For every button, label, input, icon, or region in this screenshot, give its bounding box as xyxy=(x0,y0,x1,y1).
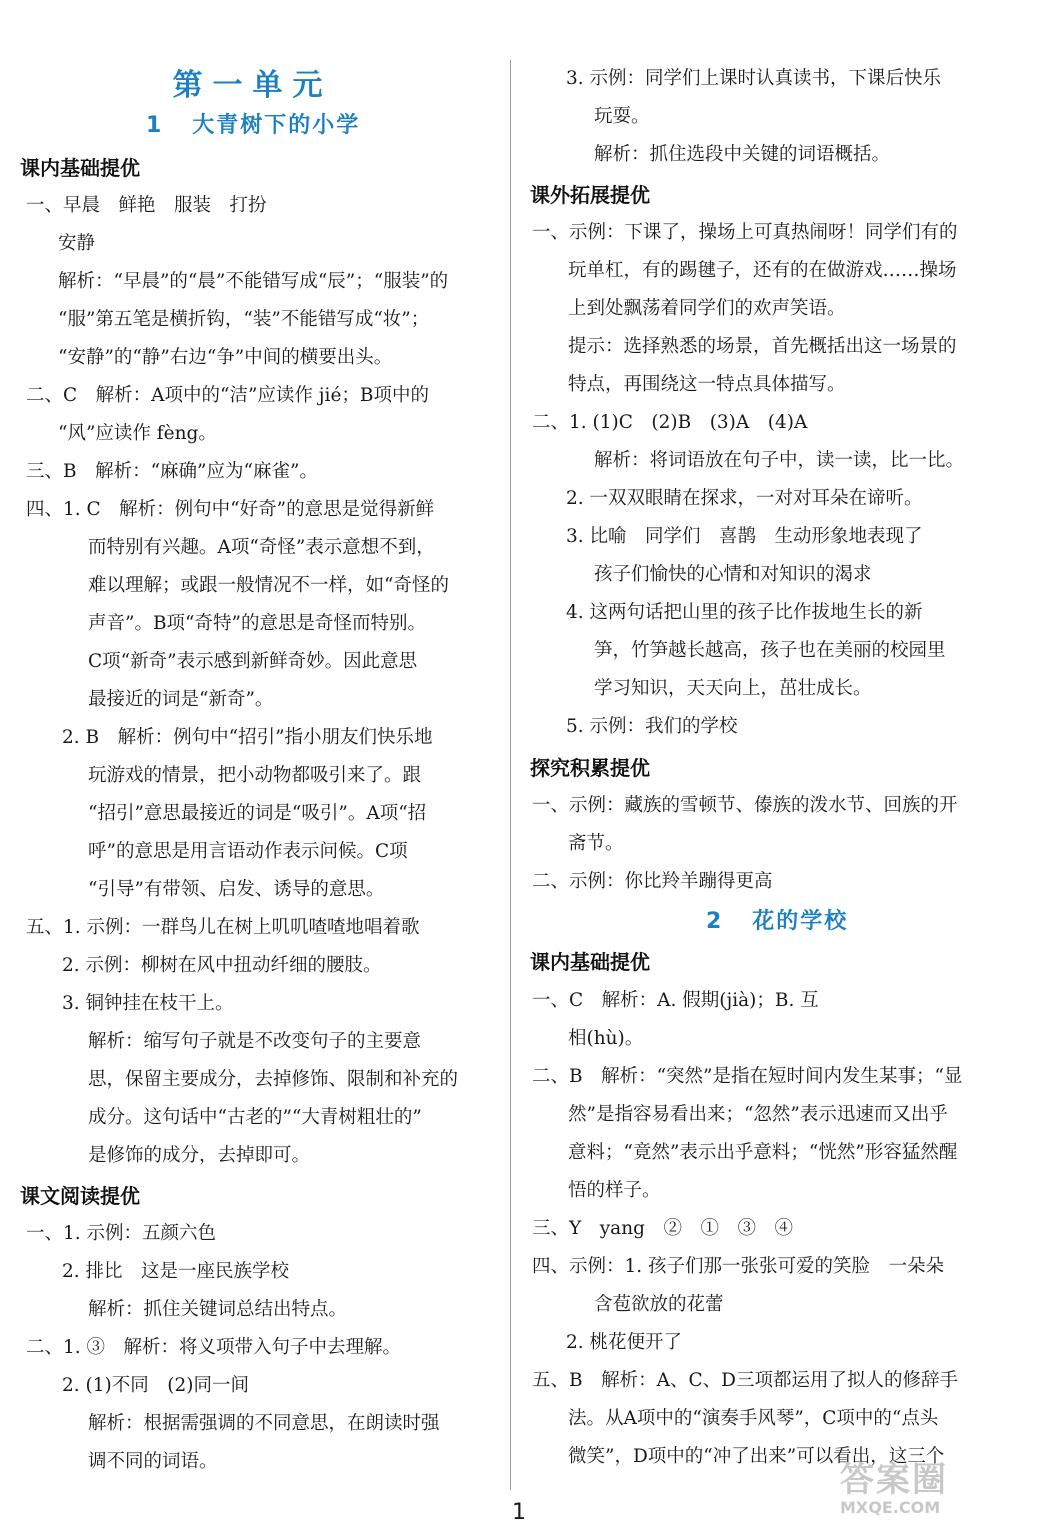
answer-line: 特点，再围绕这一特点具体描写。 xyxy=(568,374,846,395)
answer-line: 二、C 解析：A项中的“洁”应读作 jié；B项中的 xyxy=(26,385,430,406)
answer-line: 4. 这两句话把山里的孩子比作拔地生长的新 xyxy=(566,602,923,623)
answer-line: 最接近的词是“新奇”。 xyxy=(88,689,274,710)
answer-line: 3. 铜钟挂在枝干上。 xyxy=(62,993,234,1014)
answer-line: 2. 排比 这是一座民族学校 xyxy=(62,1261,290,1282)
answer-line: 意料；“竟然”表示出乎意料；“恍然”形容猛然醒 xyxy=(568,1142,958,1163)
answer-line: 解析：抓住选段中关键的词语概括。 xyxy=(594,144,891,165)
answer-line: 而特别有兴趣。A项“奇怪”表示意想不到， xyxy=(88,537,435,558)
answer-line: 解析：缩写句子就是不改变句子的主要意 xyxy=(88,1031,422,1052)
answer-line: 微笑”，D项中的“冲了出来”可以看出，这三个 xyxy=(568,1446,945,1467)
lesson-2-title xyxy=(706,904,848,935)
answer-line: 五、B 解析：A、C、D三项都运用了拟人的修辞手 xyxy=(532,1370,958,1391)
answer-line: 一、示例：下课了，操场上可真热闹呀！同学们有的 xyxy=(532,222,958,243)
answer-line: 2. 桃花便开了 xyxy=(566,1332,683,1353)
lesson-2-name: 花的学校 xyxy=(752,909,849,934)
answer-line: 玩游戏的情景，把小动物都吸引来了。跟 xyxy=(88,765,422,786)
answer-line: “引导”有带领、启发、诱导的意思。 xyxy=(88,879,385,900)
answer-line: 三、B 解析：“麻确”应为“麻雀”。 xyxy=(26,461,318,482)
answer-line: 2. 一双双眼睛在探求，一对对耳朵在谛听。 xyxy=(566,488,923,509)
page-number: 1 xyxy=(512,1500,526,1525)
answer-line: 难以理解；或跟一般情况不一样，如“奇怪的 xyxy=(88,575,449,596)
answer-line: 二、示例：你比羚羊蹦得更高 xyxy=(532,871,773,892)
answer-line: 三、Y yang ② ① ③ ④ xyxy=(532,1218,793,1239)
answer-line: 2. B 解析：例句中“招引”指小朋友们快乐地 xyxy=(62,727,433,748)
answer-line: “服”第五笔是横折钩，“装”不能错写成“妆”； xyxy=(58,309,430,330)
watermark-logo-text: 答案圈 xyxy=(840,1460,948,1500)
answer-line: 玩耍。 xyxy=(594,106,650,127)
answer-line: 二、B 解析：“突然”是指在短时间内发生某事；“显 xyxy=(532,1066,963,1087)
answer-line: 呼”的意思是用言语动作表示问候。C项 xyxy=(88,841,408,862)
answer-line: C项“新奇”表示感到新鲜奇妙。因此意思 xyxy=(88,651,418,672)
answer-line: 5. 示例：我们的学校 xyxy=(566,716,738,737)
answer-line: 一、早晨 鲜艳 服装 打扮 xyxy=(26,195,267,216)
unit-title: 第一单元 xyxy=(172,68,333,103)
answer-line: 是修饰的成分，去掉即可。 xyxy=(88,1145,311,1166)
answer-line: 思，保留主要成分，去掉修饰、限制和补充的 xyxy=(88,1069,459,1090)
answer-line: 五、1. 示例：一群鸟儿在树上叽叽喳喳地唱着歌 xyxy=(26,917,420,938)
section-heading: 探究积累提优 xyxy=(530,756,650,780)
section-heading: 课内基础提优 xyxy=(20,156,140,180)
answer-line: 2. 示例：柳树在风中扭动纤细的腰肢。 xyxy=(62,955,382,976)
answer-line: 学习知识，天天向上，茁壮成长。 xyxy=(594,678,872,699)
lesson-1-title xyxy=(146,108,360,139)
answer-line: 笋，竹笋越长越高，孩子也在美丽的校园里 xyxy=(594,640,946,661)
answer-line: 解析：根据需强调的不同意思，在朗读时强 xyxy=(88,1413,440,1434)
answer-line: 四、示例：1. 孩子们那一张张可爱的笑脸 一朵朵 xyxy=(532,1256,945,1277)
lesson-1-name: 大青树下的小学 xyxy=(192,113,361,138)
answer-line: 一、示例：藏族的雪顿节、傣族的泼水节、回族的开 xyxy=(532,795,958,816)
answer-line: 2. (1)不同 (2)同一间 xyxy=(62,1375,249,1396)
answer-line: 声音”。B项“奇特”的意思是奇怪而特别。 xyxy=(88,613,426,634)
answer-line: 安静 xyxy=(58,233,96,254)
section-heading: 课内基础提优 xyxy=(530,950,650,974)
answer-line: 解析：抓住关键词总结出特点。 xyxy=(88,1299,348,1320)
answer-line: 一、C 解析：A. 假期(jià)；B. 互 xyxy=(532,990,819,1011)
answer-line: 调不同的词语。 xyxy=(88,1451,218,1472)
answer-line: 孩子们愉快的心情和对知识的渴求 xyxy=(594,564,872,585)
lesson-2-number: 2 xyxy=(706,909,724,934)
column-divider xyxy=(510,60,511,1490)
watermark-site: MXQE.COM xyxy=(840,1498,941,1517)
watermark-logo xyxy=(840,1462,948,1517)
answer-line: “安静”的“静”右边“争”中间的横要出头。 xyxy=(58,347,393,368)
answer-line: 玩单杠，有的踢毽子，还有的在做游戏……操场 xyxy=(568,260,957,281)
answer-line: 3. 比喻 同学们 喜鹊 生动形象地表现了 xyxy=(566,526,923,547)
answer-line: 法。从A项中的“演奏手风琴”，C项中的“点头 xyxy=(568,1408,939,1429)
answer-line: “招引”意思最接近的词是“吸引”。A项“招 xyxy=(88,803,427,824)
answer-line: 一、1. 示例：五颜六色 xyxy=(26,1223,217,1244)
answer-line: 二、1. ③ 解析：将义项带入句子中去理解。 xyxy=(26,1337,402,1358)
answer-line: 相(hù)。 xyxy=(568,1028,644,1049)
answer-line: “风”应读作 fèng。 xyxy=(58,423,217,444)
answer-line: 悟的样子。 xyxy=(568,1180,661,1201)
section-heading: 课文阅读提优 xyxy=(20,1184,140,1208)
section-heading: 课外拓展提优 xyxy=(530,183,650,207)
answer-line: 解析：“早晨”的“晨”不能错写成“辰”；“服装”的 xyxy=(58,271,449,292)
answer-line: 3. 示例：同学们上课时认真读书，下课后快乐 xyxy=(566,68,942,89)
answer-line: 然”是指容易看出来；“忽然”表示迅速而又出乎 xyxy=(568,1104,948,1125)
answer-line: 斋节。 xyxy=(568,833,624,854)
answer-line: 上到处飘荡着同学们的欢声笑语。 xyxy=(568,298,846,319)
answer-line: 解析：将词语放在句子中，读一读，比一比。 xyxy=(594,450,965,471)
answer-line: 二、1. (1)C (2)B (3)A (4)A xyxy=(532,412,808,433)
answer-line: 四、1. C 解析：例句中“好奇”的意思是觉得新鲜 xyxy=(26,499,435,520)
answer-line: 含苞欲放的花蕾 xyxy=(594,1294,724,1315)
lesson-1-number: 1 xyxy=(146,113,164,138)
answer-line: 提示：选择熟悉的场景，首先概括出这一场景的 xyxy=(568,336,957,357)
answer-line: 成分。这句话中“古老的”“大青树粗壮的” xyxy=(88,1107,422,1128)
